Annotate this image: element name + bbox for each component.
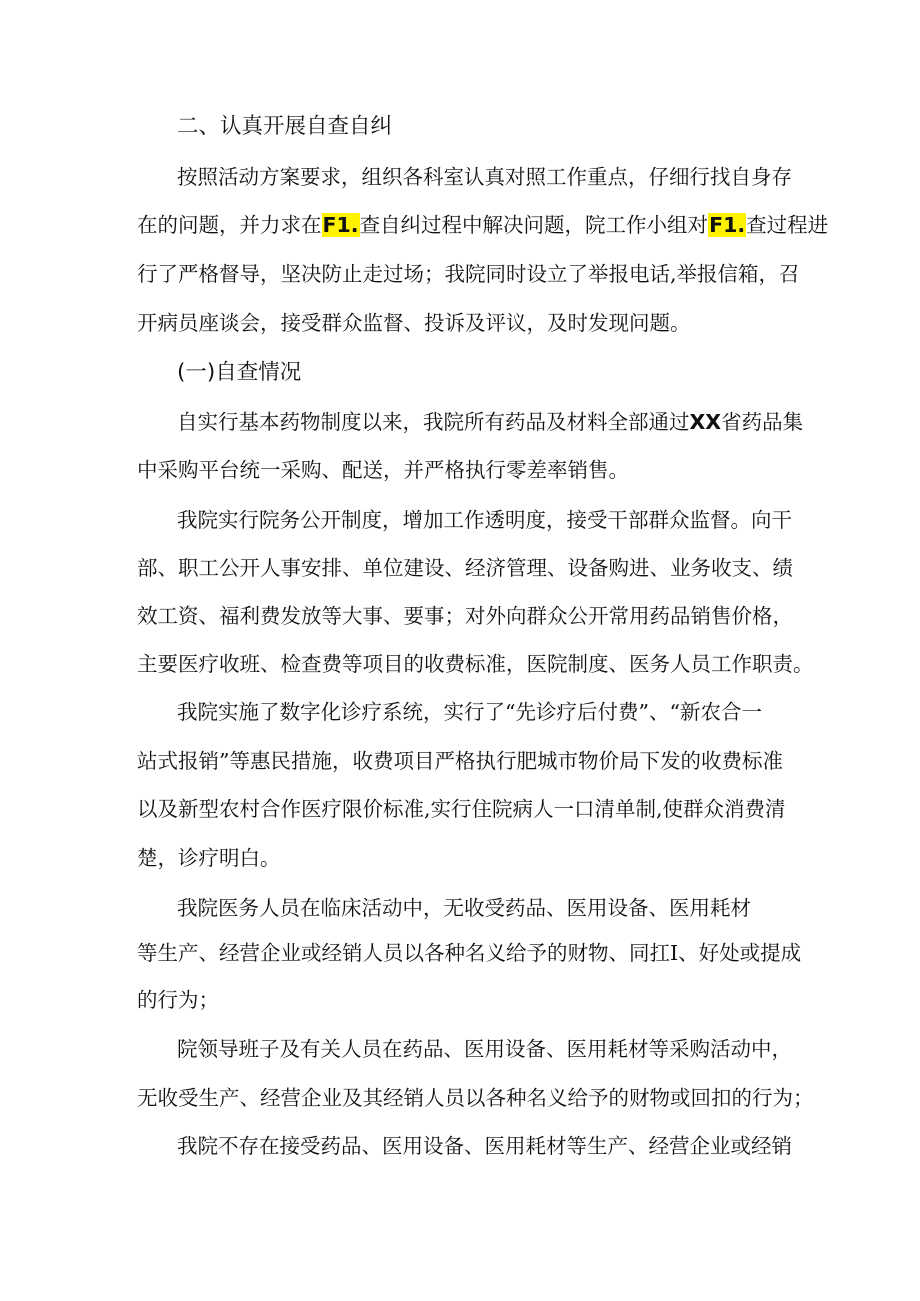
para-3-line-2: 部、职工公开人事安排、单位建设、经济管理、设备购进、业务收支、绩 xyxy=(137,556,793,580)
para-6-line-2: 无收受生产、经营企业及其经销人员以各种名义给予的财物或回扣的行为； xyxy=(137,1086,814,1110)
para-1-line-2: 在的问题，并力求在F1.查自纠过程中解决问题，院工作小组对F1.查过程进 xyxy=(137,213,829,237)
para-3-line-1: 我院实行院务公开制度，增加工作透明度，接受干部群众监督。向干 xyxy=(177,508,792,532)
para-5-line-3: 的行为； xyxy=(137,988,219,1012)
para-4-line-3: 以及新型农村合作医疗限价标准,实行住院病人一口清单制,使群众消费清 xyxy=(137,797,786,821)
subheading-self-check: (一)自查情况 xyxy=(177,360,302,385)
highlight-mark: F1. xyxy=(709,213,746,237)
para-7-line-1: 我院不存在接受药品、医用设备、医用耗材等生产、经营企业或经销 xyxy=(177,1134,792,1158)
para-1-line-3: 行了严格督导，坚决防止走过场；我院同时设立了举报电话,举报信箱，召 xyxy=(137,262,800,286)
para-3-line-4: 主要医疗收班、检查费等项目的收费标准，医院制度、医务人员工作职责。 xyxy=(137,652,814,676)
para-5-line-1: 我院医务人员在临床活动中，无收受药品、医用设备、医用耗材 xyxy=(177,896,751,920)
para-6-line-1: 院领导班子及有关人员在药品、医用设备、医用耗材等采购活动中， xyxy=(177,1037,792,1061)
para-5-line-2: 等生产、经营企业或经销人员以各种名义给予的财物、同扛I、好处或提成 xyxy=(137,941,802,965)
para-3-line-3: 效工资、福利费发放等大事、要事；对外向群众公开常用药品销售价格， xyxy=(137,604,793,628)
para-1-line-4: 开病员座谈会，接受群众监督、投诉及评议，及时发现问题。 xyxy=(137,311,691,335)
para-1-line-1: 按照活动方案要求，组织各科室认真对照工作重点，仔细行找自身存 xyxy=(177,165,792,189)
province-placeholder: XX xyxy=(689,410,722,434)
para-2-line-2: 中采购平台统一采购、配送，并严格执行零差率销售。 xyxy=(137,458,629,482)
para-4-line-4: 楚，诊疗明白。 xyxy=(137,846,281,870)
para-4-line-1: 我院实施了数字化诊疗系统，实行了“先诊疗后付费”、“新农合一 xyxy=(177,700,762,724)
highlight-mark: F1. xyxy=(322,213,359,237)
section-heading-2: 二、认真开展自查自纠 xyxy=(177,114,393,139)
para-4-line-2: 站式报销”等惠民措施，收费项目严格执行肥城市物价局下发的收费标准 xyxy=(137,749,783,773)
para-2-line-1: 自实行基本药物制度以来，我院所有药品及材料全部通过XX省药品集 xyxy=(177,410,804,434)
